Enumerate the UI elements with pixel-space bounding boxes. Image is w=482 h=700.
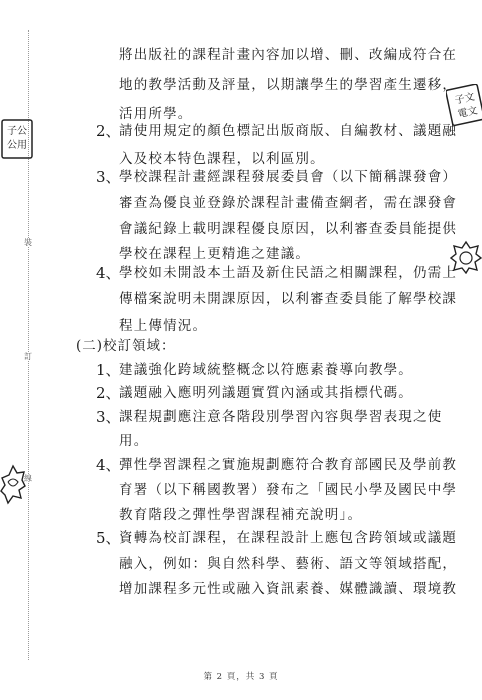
item2-1-line-1: 建議強化跨域統整概念以符應素養導向教學。 [119,362,413,378]
item-3-line-3: 會議紀錄上載明課程優良原因，以利審查委員能提供 [119,221,458,237]
item2-3-line-1: 課程規劃應注意各階段別學習內容與學習表現之使 [119,409,443,425]
svg-text:公用: 公用 [7,140,27,151]
item-3-line-2: 審查為優良並登錄於課程計畫備查網者，需在課發會 [119,195,458,211]
section-heading: (二)校訂領域： [76,338,176,354]
item2-2-line-1: 議題融入應明列議題實質內涵或其指標代碼。 [119,385,413,401]
item-continued-line-3: 活用所學。 [119,106,193,122]
item-3-line-4: 學校在課程上更精進之建議。 [119,246,311,262]
item-3-line-1: 學校課程計畫經課程發展委員會（以下簡稱課發會） [119,169,458,185]
item-2-line-1: 請使用規定的顏色標記出版商版、自編教材、議題融 [119,123,458,139]
item2-3-line-2: 用。 [119,433,149,449]
item2-5-line-1: 資轉為校訂課程，在課程設計上應包含跨領域或議題 [119,530,458,546]
item-4-line-2: 傳檔案說明未開課原因，以利審查委員能了解學校課 [119,291,458,307]
svg-text:子文: 子文 [453,91,476,107]
item-4-line-1: 學校如未開設本土語及新住民語之相關課程，仍需上 [119,265,458,281]
item2-5-line-3: 增加課程多元性或融入資訊素養、媒體識讀、環境教 [119,581,458,597]
item2-4-line-2: 育署（以下稱國教署）發布之「國民小學及國民中學 [119,482,458,498]
item2-number-2: 2、 [96,384,121,402]
item-number-2: 2、 [96,122,121,140]
item2-number-3: 3、 [96,408,121,426]
item-number-3: 3、 [96,168,121,186]
seal-stamp-left-bottom [0,464,26,506]
svg-text:電文: 電文 [456,105,479,121]
binding-mark-top: 裝 [24,238,32,247]
binding-mark-middle: 訂 [24,352,32,361]
binding-mark-bottom: 線 [24,474,32,483]
item2-number-1: 1、 [96,361,121,379]
item-2-line-2: 入及校本特色課程，以利區別。 [119,151,325,167]
seal-stamp-left-top [0,118,34,160]
item2-number-5: 5、 [96,529,121,547]
item2-5-line-2: 融入，例如：與自然科學、藝術、語文等領域搭配， [119,556,458,572]
item2-4-line-3: 教育階段之彈性學習課程補充說明」。 [119,507,363,523]
item2-4-line-1: 彈性學習課程之實施規劃應符合教育部國民及學前教 [119,457,458,473]
svg-text:子公: 子公 [7,126,27,137]
item-continued-line-2: 地的教學活動及評量，以期讓學生的學習產生遷移， [119,77,458,93]
item-continued-line-1: 將出版社的課程計畫內容加以增、刪、改編成符合在 [119,47,458,63]
item-4-line-3: 程上傳情況。 [119,318,208,334]
item-number-4: 4、 [96,264,121,282]
item2-number-4: 4、 [96,456,121,474]
page-number-footer: 第 2 頁，共 3 頁 [203,672,279,682]
